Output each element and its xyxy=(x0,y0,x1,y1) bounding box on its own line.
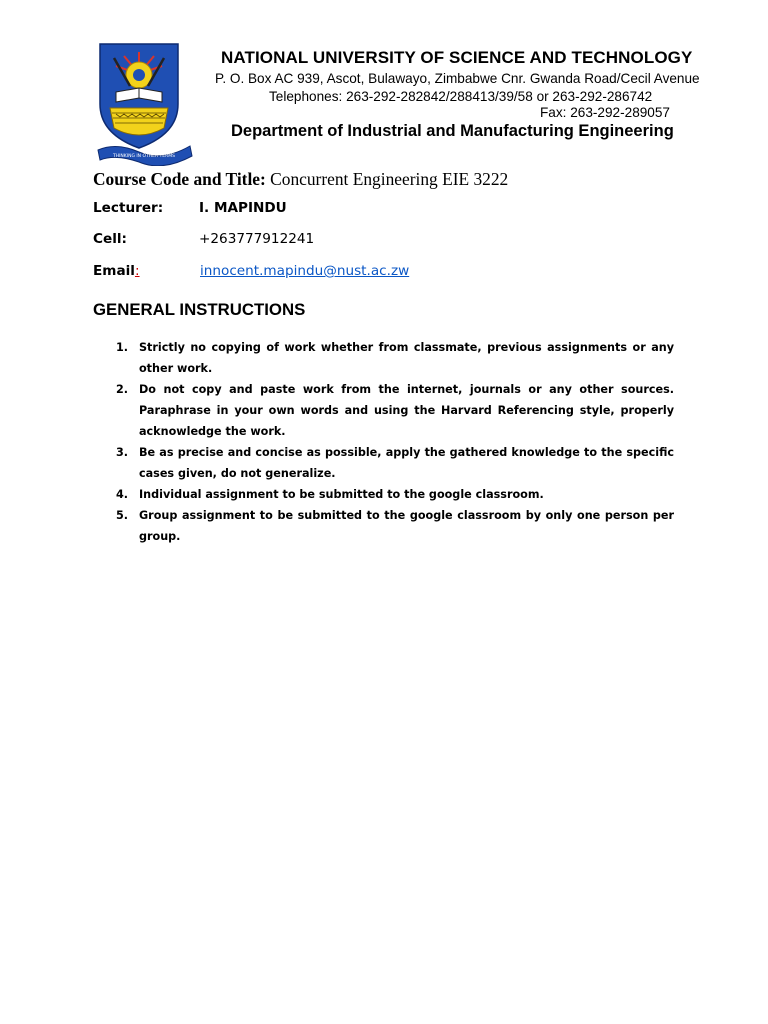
lecturer-row xyxy=(93,200,287,216)
list-item xyxy=(116,379,674,442)
course-code-title xyxy=(93,169,508,190)
fax-number: Fax: 263-292-289057 xyxy=(540,105,670,120)
item-text: Group assignment to be submitted to the google classroom by only one person per group. xyxy=(139,509,674,543)
cell-value: +263777912241 xyxy=(199,231,315,247)
email-label: Email xyxy=(93,263,135,279)
item-text: Individual assignment to be submitted to the google classroom. xyxy=(139,488,544,501)
cell-label: Cell: xyxy=(93,231,127,247)
university-name: NATIONAL UNIVERSITY OF SCIENCE AND TECHNOLOGY xyxy=(221,48,693,67)
crest-motto: THINKING IN OTHER TERMS xyxy=(112,154,176,159)
list-item xyxy=(116,337,674,379)
item-text: Do not copy and paste work from the internet, journals or any other sources. Paraphrase in your own words and using the Harvard Referencing style, properly acknowledge the work. xyxy=(139,383,674,438)
course-label: Course Code and Title: xyxy=(93,169,266,189)
email-colon: : xyxy=(134,263,140,279)
instructions-list xyxy=(116,337,674,547)
postal-address: P. O. Box AC 939, Ascot, Bulawayo, Zimbabwe Cnr. Gwanda Road/Cecil Avenue xyxy=(215,71,700,86)
item-number: 5. xyxy=(116,509,129,522)
email-link[interactable]: innocent.mapindu@nust.ac.zw xyxy=(200,263,410,279)
list-item xyxy=(116,442,674,484)
item-number: 1. xyxy=(116,341,129,354)
item-text: Be as precise and concise as possible, apply the gathered knowledge to the specific cases given, do not generalize. xyxy=(139,446,674,480)
email-row xyxy=(93,263,410,279)
lecturer-value: I. MAPINDU xyxy=(199,200,287,216)
cell-row xyxy=(93,231,315,247)
item-number: 3. xyxy=(116,446,129,459)
item-text: Strictly no copying of work whether from classmate, previous assignments or any other work. xyxy=(139,341,674,375)
list-item xyxy=(116,484,674,505)
list-item xyxy=(116,505,674,547)
university-crest-logo xyxy=(96,42,194,166)
item-number: 4. xyxy=(116,488,129,501)
telephones: Telephones: 263-292-282842/288413/39/58 or 263-292-286742 xyxy=(269,89,653,104)
lecturer-label: Lecturer: xyxy=(93,200,164,216)
item-number: 2. xyxy=(116,383,129,396)
department-name: Department of Industrial and Manufacturing Engineering xyxy=(231,122,674,140)
general-instructions-title: GENERAL INSTRUCTIONS xyxy=(93,300,306,319)
course-value: Concurrent Engineering EIE 3222 xyxy=(270,169,509,189)
